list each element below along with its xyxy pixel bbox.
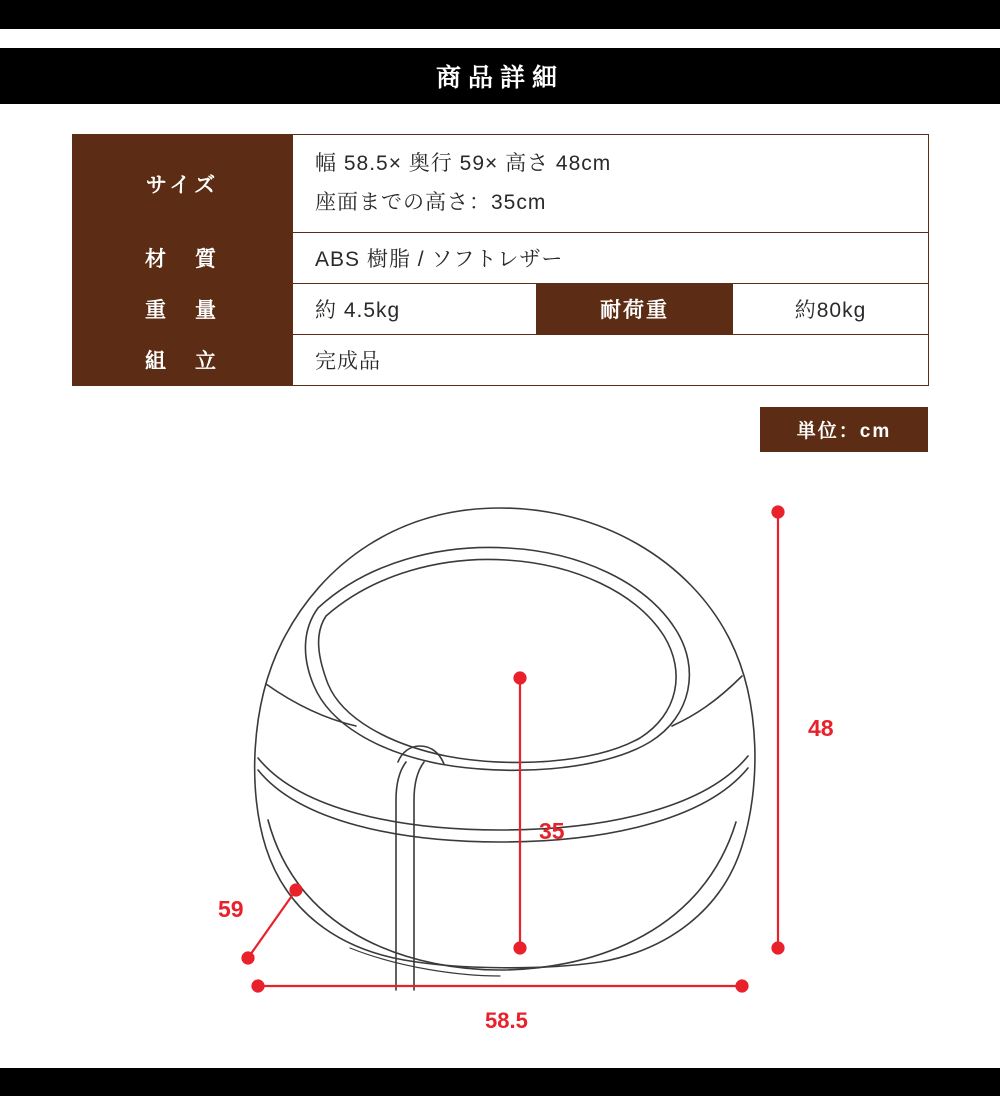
spec-value-weight: 約 4.5kg xyxy=(293,284,537,335)
spec-value-size-line1: 幅 58.5× 奥行 59× 高さ 48cm xyxy=(315,151,612,175)
spec-label-assembly: 組 立 xyxy=(73,335,293,386)
spec-label-size: サイズ xyxy=(73,135,293,233)
spec-value-material: ABS 樹脂 / ソフトレザー xyxy=(293,233,929,284)
unit-badge: 単位：cm xyxy=(760,407,928,452)
spec-value-load-capacity: 約80kg xyxy=(733,284,929,335)
spec-label-load-capacity: 耐荷重 xyxy=(537,284,733,335)
dimension-label-height-total: 48 xyxy=(808,715,834,741)
bottom-black-bar xyxy=(0,1068,1000,1096)
top-black-bar xyxy=(0,0,1000,29)
spec-value-size xyxy=(293,135,929,233)
spec-value-assembly: 完成品 xyxy=(293,335,929,386)
spec-label-weight: 重 量 xyxy=(73,284,293,335)
table-row xyxy=(73,335,929,386)
spec-table xyxy=(72,134,929,386)
ball-chair-outline xyxy=(255,508,755,990)
dimension-label-seat-height: 35 xyxy=(539,818,565,844)
spec-label-material: 材 質 xyxy=(73,233,293,284)
dimension-label-depth: 59 xyxy=(218,896,244,922)
table-row xyxy=(73,284,929,335)
table-row xyxy=(73,233,929,284)
spec-value-size-line2: 座面までの高さ：35cm xyxy=(315,191,547,214)
product-diagram xyxy=(0,470,1000,1070)
page-title: 商品詳細 xyxy=(435,64,564,92)
dimension-label-width: 58.5 xyxy=(485,1008,528,1033)
section-header-band xyxy=(0,48,1000,104)
table-row xyxy=(73,135,929,233)
dimension-lines xyxy=(243,507,784,992)
